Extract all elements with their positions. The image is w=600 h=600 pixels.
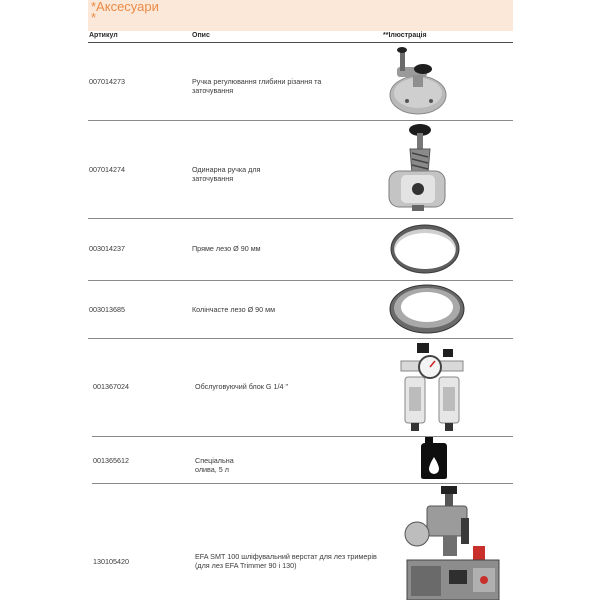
article-number: 007014273: [89, 77, 125, 86]
item-description: Одинарна ручка для заточування: [192, 165, 261, 183]
depth-adjust-handle-icon: [383, 47, 449, 117]
row-divider: [92, 436, 513, 437]
oil-canister-icon: [420, 437, 448, 479]
article-number: 001365612: [93, 456, 129, 465]
item-description: Ручка регулювання глибини різання та заточування: [192, 77, 322, 95]
grinding-machine-icon: [403, 486, 503, 600]
article-number: 003014237: [89, 244, 125, 253]
item-description: Спеціальна олива, 5 л: [195, 456, 234, 474]
article-number: 001367024: [93, 382, 129, 391]
row-divider: [88, 280, 513, 281]
section-title: *Аксесуари *: [91, 0, 159, 25]
column-header-description: Опис: [192, 32, 210, 39]
row-divider: [92, 483, 513, 484]
article-number: 130105420: [93, 557, 129, 566]
service-unit-icon: [399, 341, 465, 433]
item-description: Колінчасте лезо Ø 90 мм: [192, 305, 276, 314]
row-divider: [88, 120, 513, 121]
cranked-blade-icon: [388, 283, 466, 335]
sharpening-handle-icon: [385, 123, 447, 215]
row-divider: [88, 218, 513, 219]
column-header-article: Артикул: [89, 32, 118, 39]
straight-blade-icon: [388, 222, 462, 276]
article-number: 007014274: [89, 165, 125, 174]
section-banner: [88, 0, 513, 31]
column-header-illustration: **Ілюстрація: [383, 32, 427, 39]
row-divider: [88, 338, 513, 339]
item-description: Пряме лезо Ø 90 мм: [192, 244, 261, 253]
item-description: EFA SMT 100 шліфувальний верстат для лез тримерів (для лез EFA Trimmer 90 і 130): [195, 552, 377, 570]
header-divider: [88, 42, 513, 43]
article-number: 003013685: [89, 305, 125, 314]
item-description: Обслуговуючий блок G 1/4 ": [195, 382, 289, 391]
